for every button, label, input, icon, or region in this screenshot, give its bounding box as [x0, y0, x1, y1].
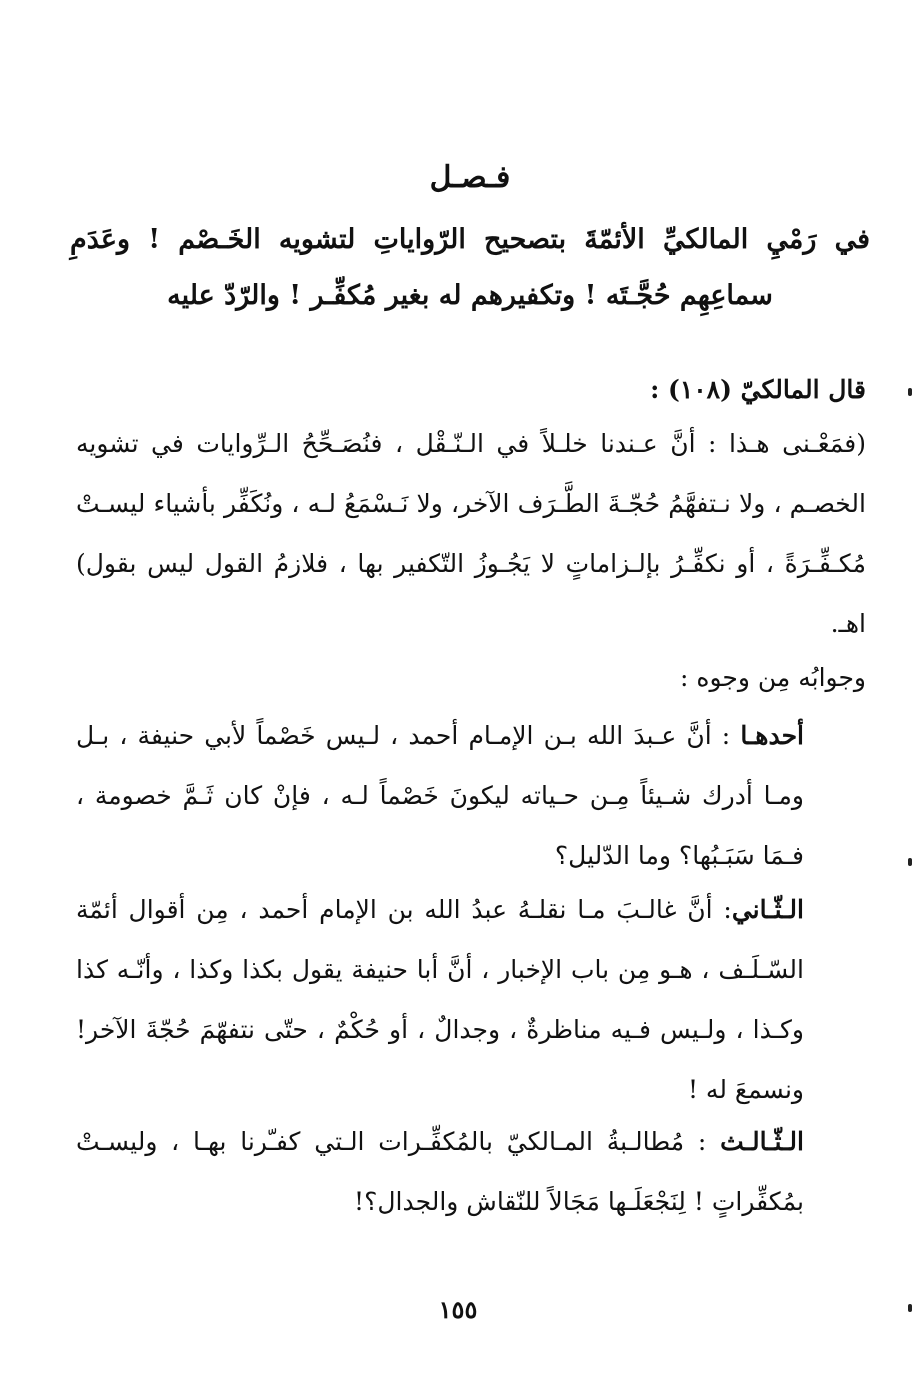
- scan-edge-mark: [908, 858, 912, 866]
- point-label: أحدهـا: [740, 721, 804, 750]
- scan-edge-mark: [908, 1304, 912, 1312]
- answer-point-1: [76, 706, 866, 886]
- point-text: : أنَّ غالـبَ مـا نقلـهُ عبدُ الله بن الإمام أحمد ، مِن أقوال أئمّة السّـلَـف ، هـو مِن باب الإخبار ، أنَّ أبا حنيفة يقول بكذا وكذا ، وأنّـه كذا وكـذا ، ولـيس فـيه مناظرةٌ ، وجدالٌ ، أو حُكْمٌ ، حتّى نتفهّمَ حُجّةَ الآخر! ونسمعَ له !: [76, 895, 804, 1104]
- quoted-paragraph: (فمَعْـنى هـذا : أنَّ عـندنا خلـلاً في الـنّـقْل ، فنُصَـحِّحُ الـرِّوايات في تشويه الخصـم ، ولا نـتفهَّمُ حُجّـةَ الطَّـرَف الآخر، ولا نَـسْمَعُ لـه ، ونُكَفِّر بأشياء ليسـتْ مُكـفِّـرَةً ، أو نكفِّـرُ بإلـزاماتٍ لا يَجُـوزُ التّكفير بها ، فلازمُ القول ليس بقول) اهـ.: [76, 429, 866, 638]
- quote-intro: قال المالكيّ (١٠٨) :: [650, 375, 866, 404]
- scan-edge-mark: [908, 388, 912, 396]
- answer-point-2: [76, 880, 866, 1120]
- point-text: : مُطالـبةُ المـالكيّ بالمُكفِّـرات الـتي كفـّرنا بهـا ، وليسـتْ بمُكفِّراتٍ ! لِنَجْعَلَـها مَجَالاً للنّقاش والجدال؟!: [76, 1127, 804, 1216]
- answer-point-3: [76, 1112, 866, 1232]
- point-label: الـثّـالـث: [720, 1127, 804, 1156]
- page-number: ١٥٥: [438, 1295, 478, 1324]
- chapter-title: في رَمْيِ المالكيِّ الأئمّةَ بتصحيح الرّواياتِ لتشويه الخَـصْم ! وعَدَمِ سماعِهِم حُجَّـتَه ! وتكفيرهم له بغير مُكفِّـر ! والرّدّ عليه: [70, 224, 870, 311]
- point-label: الـثّـاني: [731, 895, 804, 924]
- answer-intro: وجوابُه مِن وجوه :: [680, 663, 866, 692]
- point-text: : أنَّ عـبدَ الله بـن الإمـام أحمد ، لـيس خَصْماً لأبي حنيفة ، بـل ومـا أدرك شـيئاً مِـن حـياته ليكونَ خَصْماً لـه ، فإنْ كان ثَـمَّ خصومة ، فـمَا سَبَـبُها؟ وما الدّليل؟: [76, 721, 804, 870]
- section-heading: فـصـل: [429, 160, 511, 195]
